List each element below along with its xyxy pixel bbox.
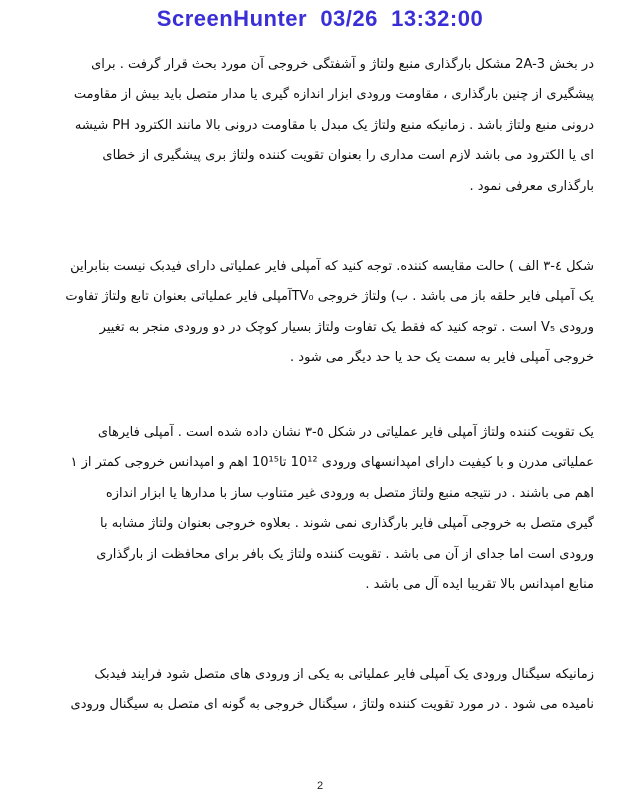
banner-gap-1 [307, 6, 320, 31]
banner-time: 13:32:00 [391, 6, 484, 31]
paragraph-line: ای یا الکترود می باشد لازم است مداری را بعنوان تقویت کننده ولتاژ بری پیشگیری از خطای [102, 148, 594, 164]
paragraph-line: پیشگیری از چنین بارگذاری ، مقاومت ورودی ابزار اندازه گیری یا مدار متصل باید بیش از مقاومت [73, 87, 594, 103]
paragraph-feedback [46, 660, 594, 721]
paragraph-line: گیری متصل به خروجی آمپلی فایر بارگذاری نمی شوند . بعلاوه خروجی بعنوان ولتاژ مشابه با [100, 516, 594, 532]
paragraph-line: یک آمپلی فایر حلقه باز می باشد . ب) ولتاژ خروجی TV₀آمپلی فایر عملیاتی بعنوان تابع ولتاژ تفاوت [65, 289, 594, 305]
paragraph-line: نامیده می شود . در مورد تقویت کننده ولتاژ ، سیگنال خروجی به گونه ای متصل به سیگنال ورودی [70, 697, 594, 713]
paragraph-line: اهم می باشند . در نتیجه منبع ولتاژ متصل به ورودی غیر متناوب ساز با مدارها یا ابزار اندازه [105, 485, 594, 501]
paragraph-line: زمانیکه سیگنال ورودی یک آمپلی فایر عملیاتی به یکی از ورودی های متصل شود فرایند فیدبک [94, 667, 594, 682]
paragraph-line: بارگذاری معرفی نمود . [469, 178, 594, 194]
banner-date: 03/26 [320, 6, 378, 31]
paragraph-line: ورودی V₅ است . توجه کنید که فقط یک تفاوت ولتاژ بسیار کوچک در دو ورودی منجر به تغییر [99, 319, 594, 335]
paragraph-loading-error [46, 50, 594, 202]
paragraph-line: در بخش 2A-3 مشکل بارگذاری منبع ولتاژ و آشفتگی خروجی آن مورد بحث قرار گرفت . برای [91, 57, 594, 72]
paragraph-line: خروجی آمپلی فایر به سمت یک حد یا حد دیگر می شود . [290, 350, 594, 366]
banner-gap-2 [378, 6, 391, 31]
screenhunter-timestamp-banner [0, 6, 640, 32]
banner-app-name: ScreenHunter [156, 6, 308, 31]
paragraph-voltage-follower [46, 418, 594, 600]
page-number: 2 [316, 780, 324, 792]
paragraph-line: عملیاتی مدرن و با کیفیت دارای امپدانسهای ورودی 10¹² تا10¹⁵ اهم و امپدانس خروجی کمتر از ۱ [70, 455, 594, 471]
paragraph-line: درونی منبع ولتاژ باشد . زمانیکه منبع ولتاژ یک مبدل با مقاومت درونی بالا مانند الکترود PH شیشه [74, 117, 594, 133]
paragraph-line: یک تقویت کننده ولتاژ آمپلی فایر عملیاتی در شکل ٥-٣ نشان داده شده است . آمپلی فایرهای [97, 425, 594, 440]
paragraph-line: شکل ٤-٣ الف ) حالت مقایسه کننده. توجه کنید که آمپلی فایر عملیاتی دارای فیدبک نیست بنابراین [70, 259, 594, 274]
paragraph-line: منابع امپدانس بالا تقریبا ایده آل می باشد . [365, 576, 594, 592]
paragraph-line: ورودی است اما جدای از آن می باشد . تقویت کننده ولتاژ یک بافر برای محافظت از بارگذاری [96, 546, 594, 562]
paragraph-figure-caption [46, 252, 594, 374]
